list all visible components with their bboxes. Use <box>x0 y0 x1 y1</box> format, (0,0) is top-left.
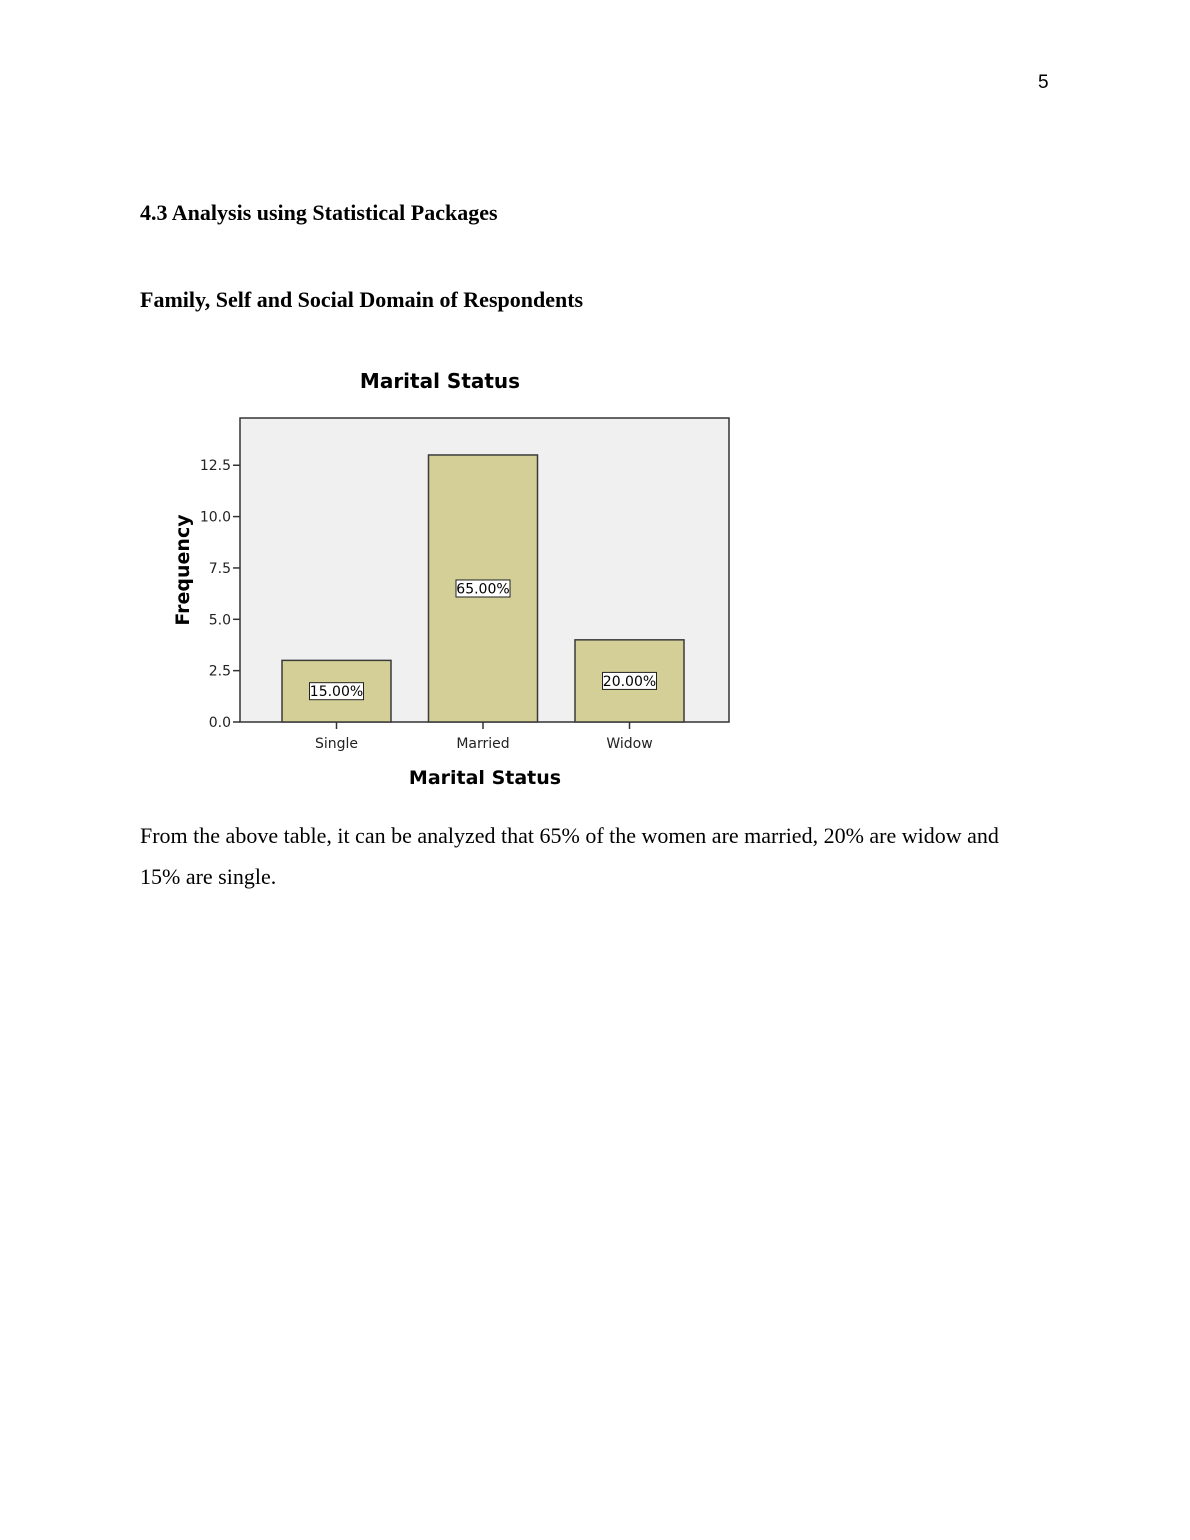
y-axis-title: Frequency <box>172 514 194 626</box>
analysis-paragraph: From the above table, it can be analyzed that 65% of the women are married, 20% are widow and 15% are single. <box>140 823 999 889</box>
y-tick-label: 12.5 <box>199 458 231 475</box>
data-label: 15.00% <box>309 684 364 701</box>
sub-heading: Family, Self and Social Domain of Respondents <box>140 287 584 312</box>
x-tick-label: Married <box>456 736 510 752</box>
data-label: 20.00% <box>602 673 657 690</box>
x-tick-label: Single <box>314 736 359 752</box>
page-number: 5 <box>1038 72 1049 93</box>
chart-title: Marital Status <box>359 369 521 393</box>
y-tick-label: 0.0 <box>208 715 231 731</box>
section-heading: 4.3 Analysis using Statistical Packages <box>140 200 498 225</box>
x-tick-label: Widow <box>606 736 653 752</box>
y-tick-label: 7.5 <box>208 560 231 577</box>
y-tick-label: 10.0 <box>199 509 231 526</box>
y-tick-label: 2.5 <box>208 663 231 680</box>
y-tick-label: 5.0 <box>208 612 231 629</box>
y-axis <box>200 458 240 731</box>
chart-svg <box>160 358 750 798</box>
marital-status-chart <box>160 358 750 798</box>
x-axis <box>315 722 653 752</box>
x-axis-title: Marital Status <box>408 767 562 789</box>
data-label: 65.00% <box>456 581 510 598</box>
